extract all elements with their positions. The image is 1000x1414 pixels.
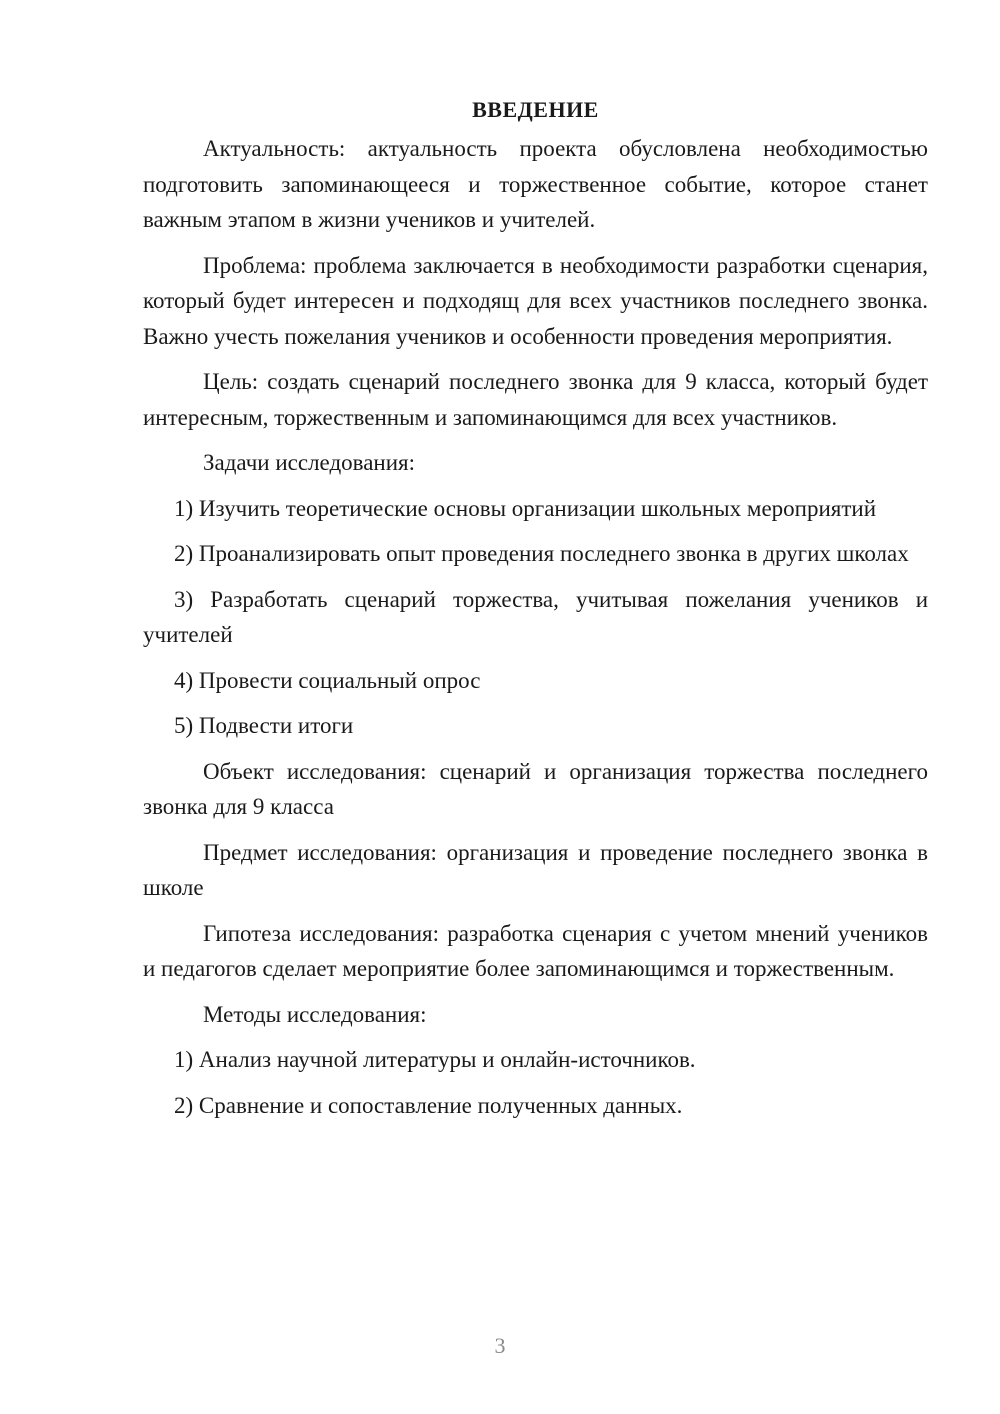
method-item: 1) Анализ научной литературы и онлайн-источников. [174,1047,696,1072]
task-item: 5) Подвести итоги [174,713,354,738]
page-number: 3 [494,1333,506,1358]
method-item: 2) Сравнение и сопоставление полученных данных. [174,1092,683,1118]
task-item: 1) Изучить теоретические основы организации школьных мероприятий [174,495,877,521]
tasks-heading: Задачи исследования: [203,450,416,475]
hypothesis-paragraph: Гипотеза исследования: разработка сценария с учетом мнений учеников и педагогов сделает мероприятие более запоминающимся и торжественным. [143,920,928,981]
relevance-paragraph: Актуальность: актуальность проекта обусловлена необходимостью подготовить запоминающееся и торжественное событие, которое станет важным этапом в жизни учеников и учителей. [143,136,928,232]
task-item: 3) Разработать сценарий торжества, учитывая пожелания учеников и учителей [143,586,928,647]
section-title: ВВЕДЕНИЕ [472,97,599,122]
task-item: 2) Проанализировать опыт проведения последнего звонка в других школах [174,541,909,566]
object-paragraph: Объект исследования: сценарий и организация торжества последнего звонка для 9 класса [143,758,928,819]
page-content [143,91,928,1123]
task-item: 4) Провести социальный опрос [174,667,481,693]
problem-paragraph: Проблема: проблема заключается в необходимости разработки сценария, который будет интересен и подходящ для всех участников последнего звонка. Важно учесть пожелания учеников и особенности проведения мероприятия. [143,252,928,349]
goal-paragraph: Цель: создать сценарий последнего звонка для 9 класса, который будет интересным, торжественным и запоминающимся для всех участников. [143,369,928,430]
subject-paragraph: Предмет исследования: организация и проведение последнего звонка в школе [143,839,928,900]
methods-heading: Методы исследования: [203,1001,427,1027]
